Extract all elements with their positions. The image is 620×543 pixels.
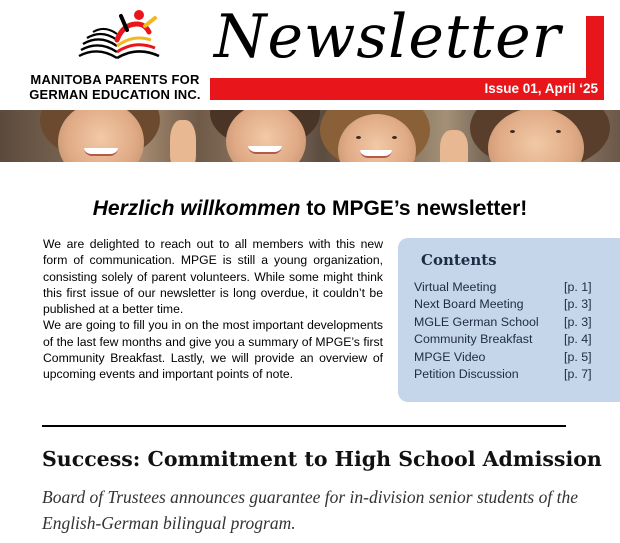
eye-shape [556, 130, 561, 133]
eye-shape [356, 136, 361, 139]
contents-item-page: [p. 3] [564, 314, 592, 329]
contents-item-label: MGLE German School [414, 314, 539, 329]
eye-shape [510, 130, 515, 133]
article-subtitle: Board of Trustees announces guarantee for in-division senior students of the English-German bilingual program. [42, 487, 578, 533]
smile-shape [248, 146, 282, 154]
contents-list [414, 279, 604, 383]
contents-item-page: [p. 5] [564, 349, 592, 364]
contents-item-page: [p. 3] [564, 297, 592, 312]
contents-item-page: [p. 1] [564, 280, 592, 294]
article-title: Success: Commitment to High School Admission [42, 447, 602, 471]
contents-item[interactable] [414, 349, 604, 366]
children-photo-banner [0, 110, 620, 162]
contents-item[interactable] [414, 331, 604, 348]
contents-box [398, 238, 620, 402]
contents-item-page: [p. 4] [564, 332, 592, 347]
intro-text [43, 236, 383, 383]
welcome-rest: to MPGE’s newsletter! [300, 197, 528, 220]
organization-name-line2: GERMAN EDUCATION INC. [29, 87, 201, 102]
contents-item-label: Next Board Meeting [414, 297, 524, 312]
intro-paragraph-2: We are going to fill you in on the most important developments of the last few months and give you a summary of MPGE’s first Community Breakfast. Lastly, we will provide an overview of upcoming events and important points of note. [43, 318, 383, 382]
smile-shape [360, 150, 392, 158]
contents-title: Contents [421, 251, 497, 269]
contents-item[interactable] [414, 279, 604, 296]
child-face [226, 110, 306, 162]
smile-shape [84, 148, 118, 156]
contents-item-label: MPGE Video [414, 349, 486, 364]
contents-item-label: Petition Discussion [414, 366, 519, 381]
contents-item-page: [p. 7] [564, 366, 592, 381]
masthead-red-accent [586, 16, 604, 80]
contents-item-label: Virtual Meeting [414, 280, 497, 294]
thumbs-up-shape [440, 130, 468, 162]
contents-item[interactable] [414, 296, 604, 313]
welcome-headline [0, 196, 620, 222]
issue-label: Issue 01, April ‘25 [484, 81, 598, 96]
contents-item[interactable] [414, 314, 604, 331]
intro-paragraph-1: We are delighted to reach out to all members with this new form of communication. MPGE is still a young organization, consisting solely of parent volunteers. While some might think this first issue of our newsletter is long overdue, it couldn’t be published at a better time. [43, 237, 383, 317]
thumbs-up-shape [170, 120, 196, 162]
section-divider [42, 425, 566, 427]
contents-item[interactable] [414, 366, 604, 383]
organization-name [20, 72, 210, 102]
logo-book-figure-icon [73, 6, 163, 74]
eye-shape [392, 136, 397, 139]
newsletter-title: Newsletter [214, 2, 562, 72]
welcome-greeting: Herzlich willkommen [92, 197, 301, 220]
organization-name-line1: MANITOBA PARENTS FOR [30, 72, 200, 87]
contents-item-label: Community Breakfast [414, 332, 533, 347]
